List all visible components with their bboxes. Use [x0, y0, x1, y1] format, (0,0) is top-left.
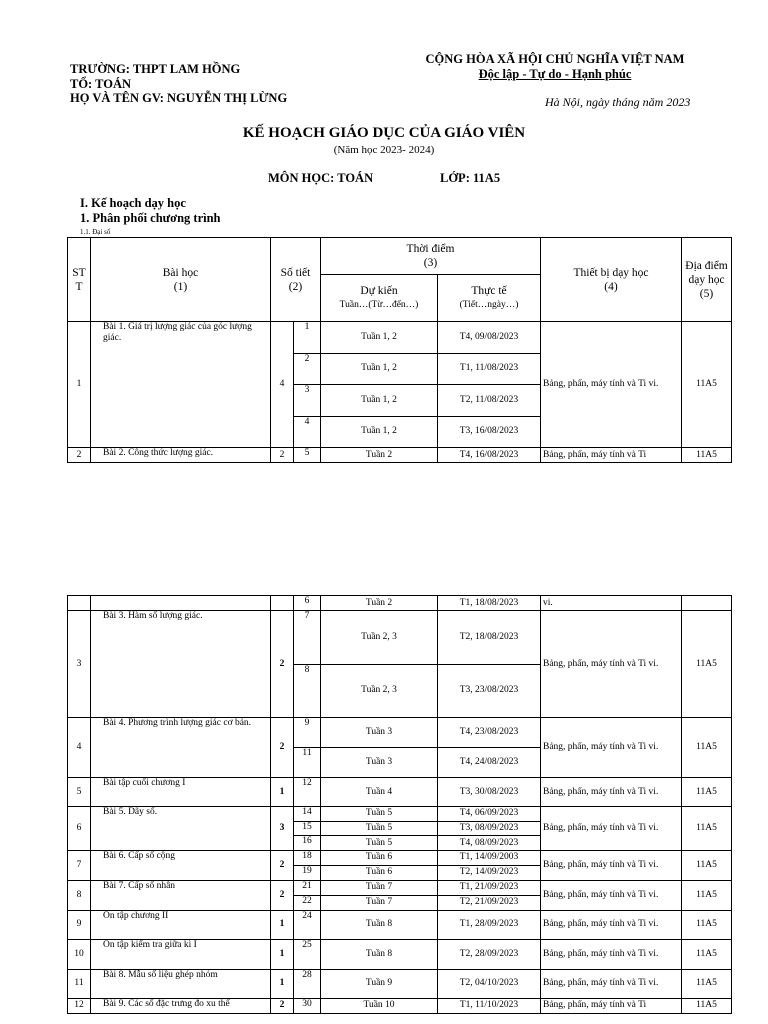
- row-stt: 9: [68, 910, 91, 939]
- row-equipment: Bảng, phấn, máy tính và Ti: [541, 998, 682, 1013]
- row-planned-week: Tuần 8: [321, 939, 438, 969]
- table-row: [68, 718, 732, 748]
- row-place: 11A5: [682, 448, 732, 463]
- row-lesson: Ôn tập chương II: [91, 910, 271, 939]
- row-period-number: 5: [294, 448, 321, 463]
- school-name: TRƯỜNG: THPT LAM HỒNG: [70, 62, 241, 76]
- row-period-number: 9: [294, 718, 321, 748]
- header-equipment: Thiết bị dạy học (4): [541, 238, 682, 322]
- row-equipment: Bảng, phấn, máy tính và Ti vi.: [541, 969, 682, 998]
- row-lesson: Bài 5. Dãy số.: [91, 807, 271, 851]
- row-lesson: Bài 8. Mẫu số liệu ghép nhóm: [91, 969, 271, 998]
- row-stt: [68, 596, 91, 611]
- row-lesson: Bài 4. Phương trình lượng giác cơ bản.: [91, 718, 271, 778]
- row-planned-week: Tuần 9: [321, 969, 438, 998]
- section-heading: I. Kế hoạch dạy học: [80, 196, 186, 210]
- row-planned-week: Tuần 2: [321, 596, 438, 611]
- row-actual-date: T2, 04/10/2023: [438, 969, 541, 998]
- row-place: [682, 596, 732, 611]
- row-periods: 1: [271, 910, 294, 939]
- document-date: Hà Nội, ngày tháng năm 2023: [545, 95, 691, 109]
- row-periods: 2: [271, 850, 294, 880]
- row-lesson: Bài 7. Cấp số nhân: [91, 880, 271, 910]
- row-period-number: 22: [294, 895, 321, 910]
- row-period-number: 19: [294, 865, 321, 880]
- row-period-number: 3: [294, 385, 321, 417]
- row-place: 11A5: [682, 880, 732, 910]
- header-stt: ST T: [68, 238, 91, 322]
- row-period-number: 18: [294, 850, 321, 865]
- row-periods: 3: [271, 807, 294, 851]
- school-info: [70, 62, 287, 106]
- row-planned-week: Tuần 2, 3: [321, 611, 438, 665]
- row-equipment: Bảng, phấn, máy tính và Ti vi.: [541, 910, 682, 939]
- row-actual-date: T4, 09/08/2023: [438, 322, 541, 354]
- table-row: [68, 969, 732, 998]
- motto: Độc lập - Tự do - Hạnh phúc: [478, 66, 632, 81]
- row-actual-date: T3, 08/09/2023: [438, 821, 541, 836]
- row-place: 11A5: [682, 778, 732, 807]
- row-actual-date: T3, 23/08/2023: [438, 664, 541, 718]
- row-stt: 2: [68, 448, 91, 463]
- row-actual-date: T1, 21/09/2023: [438, 880, 541, 895]
- row-period-number: 1: [294, 322, 321, 354]
- row-actual-date: T3, 16/08/2023: [438, 416, 541, 448]
- sub-subsection-heading: 1.1. Đại số: [80, 228, 111, 236]
- row-place: 11A5: [682, 998, 732, 1013]
- row-lesson: Ôn tập kiểm tra giữa kì I: [91, 939, 271, 969]
- row-actual-date: T3, 30/08/2023: [438, 778, 541, 807]
- row-planned-week: Tuần 1, 2: [321, 322, 438, 354]
- row-periods: 2: [271, 998, 294, 1013]
- row-stt: 11: [68, 969, 91, 998]
- row-period-number: 15: [294, 821, 321, 836]
- row-equipment: vi.: [541, 596, 682, 611]
- row-periods: 2: [271, 718, 294, 778]
- row-place: 11A5: [682, 718, 732, 778]
- row-period-number: 12: [294, 778, 321, 807]
- row-actual-date: T1, 11/10/2023: [438, 998, 541, 1013]
- row-planned-week: Tuần 7: [321, 880, 438, 895]
- header-planned: Dự kiến Tuần…(Từ…đến…): [321, 275, 438, 322]
- row-planned-week: Tuần 3: [321, 718, 438, 748]
- table-row: [68, 939, 732, 969]
- row-equipment: Bảng, phấn, máy tính và Ti vi.: [541, 880, 682, 910]
- row-planned-week: Tuần 5: [321, 836, 438, 851]
- row-period-number: 11: [294, 748, 321, 778]
- row-actual-date: T4, 06/09/2023: [438, 807, 541, 822]
- row-periods: 2: [271, 448, 294, 463]
- row-planned-week: Tuần 7: [321, 895, 438, 910]
- teacher-name: HỌ VÀ TÊN GV: NGUYỄN THỊ LỪNG: [70, 91, 288, 105]
- row-period-number: 14: [294, 807, 321, 822]
- row-period-number: 7: [294, 611, 321, 665]
- row-planned-week: Tuần 1, 2: [321, 416, 438, 448]
- row-periods: 4: [271, 322, 294, 448]
- row-equipment: Bảng, phấn, máy tính và Ti vi.: [541, 807, 682, 851]
- row-stt: 6: [68, 807, 91, 851]
- row-equipment: Bảng, phấn, máy tính và Ti vi.: [541, 778, 682, 807]
- row-periods: 1: [271, 778, 294, 807]
- row-actual-date: T4, 08/09/2023: [438, 836, 541, 851]
- table-row: [68, 448, 732, 463]
- row-planned-week: Tuần 2, 3: [321, 664, 438, 718]
- row-planned-week: Tuần 3: [321, 748, 438, 778]
- row-actual-date: T4, 23/08/2023: [438, 718, 541, 748]
- row-planned-week: Tuần 5: [321, 807, 438, 822]
- row-stt: 7: [68, 850, 91, 880]
- table-row: [68, 807, 732, 822]
- header-periods: Số tiết (2): [271, 238, 321, 322]
- school-year: (Năm học 2023- 2024): [333, 144, 435, 156]
- row-actual-date: T1, 11/08/2023: [438, 353, 541, 385]
- row-period-number: 30: [294, 998, 321, 1013]
- class-label: LỚP: 11A5: [440, 171, 501, 185]
- row-lesson: Bài 2. Công thức lượng giác.: [91, 448, 271, 463]
- row-period-number: 8: [294, 664, 321, 718]
- row-planned-week: Tuần 5: [321, 821, 438, 836]
- row-actual-date: T2, 28/09/2023: [438, 939, 541, 969]
- row-equipment: Bảng, phấn, máy tính và Ti: [541, 448, 682, 463]
- row-period-number: 25: [294, 939, 321, 969]
- table-row: [68, 910, 732, 939]
- row-planned-week: Tuần 2: [321, 448, 438, 463]
- row-place: 11A5: [682, 807, 732, 851]
- row-lesson: Bài 9. Các số đặc trưng đo xu thế: [91, 998, 271, 1013]
- row-actual-date: T4, 16/08/2023: [438, 448, 541, 463]
- document-title: KẾ HOẠCH GIÁO DỤC CỦA GIÁO VIÊN: [242, 125, 526, 141]
- row-periods: 2: [271, 880, 294, 910]
- row-actual-date: T1, 14/09/2003: [438, 850, 541, 865]
- row-stt: 12: [68, 998, 91, 1013]
- row-periods: 2: [271, 611, 294, 718]
- row-place: 11A5: [682, 910, 732, 939]
- row-actual-date: T2, 18/08/2023: [438, 611, 541, 665]
- row-period-number: 4: [294, 416, 321, 448]
- row-period-number: 21: [294, 880, 321, 895]
- table-row: [68, 880, 732, 895]
- row-equipment: Bảng, phấn, máy tính và Ti vi.: [541, 611, 682, 718]
- row-place: 11A5: [682, 322, 732, 448]
- table-row: [68, 611, 732, 665]
- row-stt: 5: [68, 778, 91, 807]
- row-planned-week: Tuần 6: [321, 865, 438, 880]
- table-row: [68, 850, 732, 865]
- row-equipment: Bảng, phấn, máy tính và Ti vi.: [541, 322, 682, 448]
- row-actual-date: T2, 21/09/2023: [438, 895, 541, 910]
- group-name: TỔ: TOÁN: [70, 76, 132, 91]
- row-period-number: 24: [294, 910, 321, 939]
- row-lesson: Bài tập cuối chương I: [91, 778, 271, 807]
- row-stt: 10: [68, 939, 91, 969]
- subject-label: MÔN HỌC: TOÁN: [268, 171, 374, 185]
- row-actual-date: T4, 24/08/2023: [438, 748, 541, 778]
- row-periods: 1: [271, 969, 294, 998]
- table-row: [68, 322, 732, 354]
- table-row: [68, 998, 732, 1013]
- row-lesson: Bài 3. Hàm số lượng giác.: [91, 611, 271, 718]
- row-stt: 8: [68, 880, 91, 910]
- row-place: 11A5: [682, 611, 732, 718]
- header-actual: Thực tế (Tiết…ngày…): [438, 275, 541, 322]
- row-equipment: Bảng, phấn, máy tính và Ti vi.: [541, 718, 682, 778]
- row-period-number: 6: [294, 596, 321, 611]
- row-period-number: 16: [294, 836, 321, 851]
- row-lesson: Bài 1. Giá trị lượng giác của góc lượng giác.: [91, 322, 271, 448]
- row-equipment: Bảng, phấn, máy tính và Ti vi.: [541, 939, 682, 969]
- row-periods: [271, 596, 294, 611]
- header-time: Thời điểm (3): [321, 238, 541, 275]
- row-stt: 3: [68, 611, 91, 718]
- row-place: 11A5: [682, 939, 732, 969]
- plan-table-page2: [67, 595, 732, 1014]
- row-actual-date: T2, 11/08/2023: [438, 385, 541, 417]
- row-planned-week: Tuần 10: [321, 998, 438, 1013]
- header-lesson: Bài học (1): [91, 238, 271, 322]
- table-row: [68, 596, 732, 611]
- row-planned-week: Tuần 4: [321, 778, 438, 807]
- row-actual-date: T1, 28/09/2023: [438, 910, 541, 939]
- row-planned-week: Tuần 8: [321, 910, 438, 939]
- row-lesson: Bài 6. Cấp số cộng: [91, 850, 271, 880]
- row-planned-week: Tuần 1, 2: [321, 385, 438, 417]
- header-place: Địa điểm dạy học (5): [682, 238, 732, 322]
- row-equipment: Bảng, phấn, máy tính và Ti vi.: [541, 850, 682, 880]
- row-actual-date: T1, 18/08/2023: [438, 596, 541, 611]
- row-stt: 1: [68, 322, 91, 448]
- plan-table-page1: [67, 237, 732, 463]
- row-planned-week: Tuần 6: [321, 850, 438, 865]
- row-stt: 4: [68, 718, 91, 778]
- row-period-number: 28: [294, 969, 321, 998]
- row-planned-week: Tuần 1, 2: [321, 353, 438, 385]
- row-place: 11A5: [682, 850, 732, 880]
- table-row: [68, 778, 732, 807]
- national-heading: [405, 52, 705, 81]
- row-lesson: [91, 596, 271, 611]
- row-place: 11A5: [682, 969, 732, 998]
- row-periods: 1: [271, 939, 294, 969]
- republic-title: CỘNG HÒA XÃ HỘI CHỦ NGHĨA VIỆT NAM: [425, 52, 685, 66]
- row-actual-date: T2, 14/09/2023: [438, 865, 541, 880]
- row-period-number: 2: [294, 353, 321, 385]
- subsection-heading: 1. Phân phối chương trình: [80, 211, 221, 225]
